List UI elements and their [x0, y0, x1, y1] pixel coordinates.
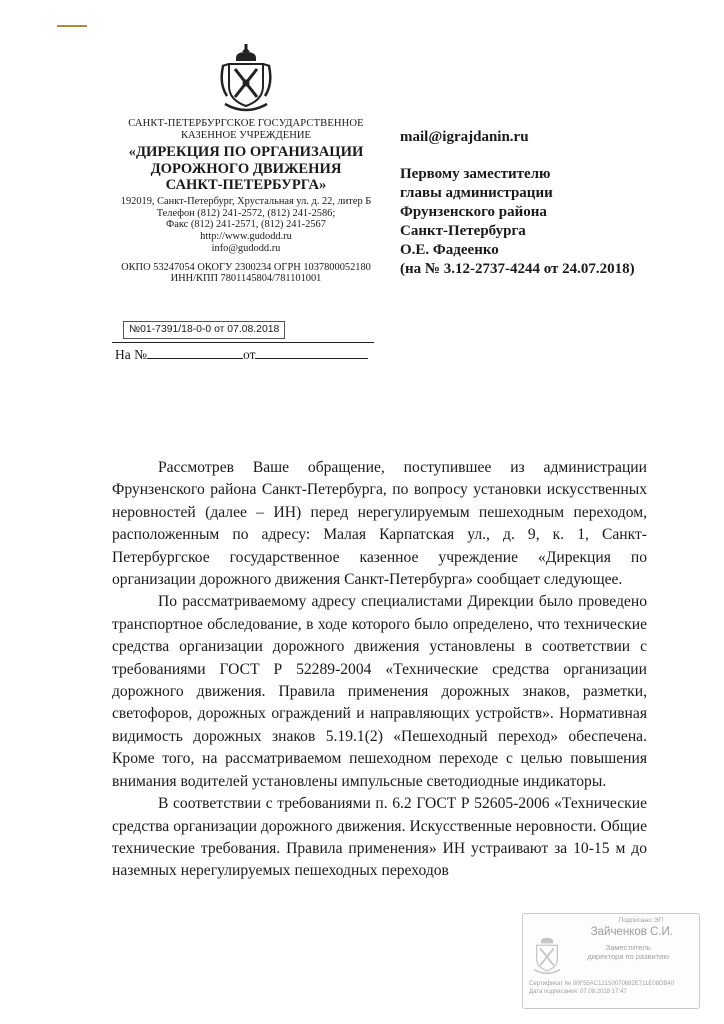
- stamp-signer-role: [587, 943, 669, 961]
- stamp-role-line: директора по развитию: [587, 952, 669, 961]
- stamp-role-line: Заместитель: [605, 943, 651, 952]
- org-type-line1: САНКТ-ПЕТЕРБУРГСКОЕ ГОСУДАРСТВЕННОЕ: [128, 118, 364, 129]
- recipient-line: (на № 3.12-2737-4244 от 24.07.2018): [400, 261, 635, 277]
- org-name-line: «ДИРЕКЦИЯ ПО ОРГАНИЗАЦИИ: [128, 144, 364, 160]
- letter-body: [112, 457, 647, 883]
- recipient-line: Первому заместителю: [400, 166, 551, 182]
- recipient-block: [400, 128, 700, 279]
- recipient-line: Санкт-Петербурга: [400, 223, 526, 239]
- registration-underline: [112, 342, 374, 343]
- recipient-email: mail@igrajdanin.ru: [400, 129, 529, 145]
- stamp-certificate-number: Сертификат № 00F55AC12150070682E711E08DB40: [529, 981, 675, 987]
- recipient-line: главы администрации: [400, 185, 553, 201]
- stamp-sign-date: Дата подписания: 07.08.2018 17:47: [529, 988, 627, 995]
- recipient-line: О.Е. Фадеенко: [400, 242, 499, 258]
- reference-line: [115, 346, 368, 363]
- outgoing-registration-number: №01-7391/18-0-0 от 07.08.2018: [123, 321, 285, 339]
- org-phone: Телефон (812) 241-2572, (812) 241-2586;: [156, 207, 336, 219]
- org-type-line2: КАЗЕННОЕ УЧРЕЖДЕНИЕ: [180, 130, 311, 141]
- org-website: http://www.gudodd.ru: [200, 231, 292, 243]
- from-blank: [255, 346, 368, 359]
- from-label: от: [243, 347, 256, 362]
- org-registry-codes: ОКПО 53247054 ОКОГУ 2300234 ОГРН 1037800052180: [121, 261, 371, 273]
- org-name-line: ДОРОЖНОГО ДВИЖЕНИЯ: [150, 160, 342, 177]
- org-email: info@gudodd.ru: [211, 242, 281, 254]
- stamp-signed-label: Подписано ЭП: [618, 917, 663, 924]
- body-paragraph: По рассматриваемому адресу специалистами Дирекции было проведено транспортное обследование, в ходе которого было определено, что технические средства организации дорожного движения установлены в соответствии с требованиями ГОСТ Р 52289-2004 «Технические средства организации дорожного движения. Правила применения дорожных знаков, разметки, светофоров, дорожных ограждений и направляющих устройств». Нормативная видимость дорожных знаков 5.19.1(2) «Пешеходный переход» обеспечена. Кроме того, на рассматриваемом пешеходном переходе с целью повышения внимания водителей установлены импульсные светодиодные индикаторы.: [112, 593, 647, 790]
- org-address: 192019, Санкт-Петербург, Хрустальная ул. д. 22, литер Б: [120, 196, 372, 207]
- stamp-coat-of-arms-icon: [529, 933, 565, 977]
- on-no-blank: [147, 346, 243, 359]
- body-paragraph: В соответствии с требованиями п. 6.2 ГОСТ Р 52605-2006 «Технические средства организации дорожного движения. Искусственные неровности. Общие технические требования. Правила применения» ИН устраивают за 10-15 м до наземных нерегулируемых пешеходных переходов: [112, 795, 647, 880]
- org-fax: Факс (812) 241-2571, (812) 241-2567: [166, 219, 326, 231]
- recipient-line: Фрунзенского района: [400, 204, 547, 220]
- corner-mark: [57, 25, 87, 27]
- org-name-line: САНКТ-ПЕТЕРБУРГА»: [165, 177, 327, 193]
- coat-of-arms-icon: [219, 44, 273, 116]
- on-no-label: На №: [115, 347, 147, 362]
- electronic-signature-stamp: [522, 913, 700, 1009]
- organization-header: [112, 118, 380, 194]
- org-inn-kpp: ИНН/КПП 7801145804/781101001: [170, 273, 322, 285]
- stamp-signer-name: Зайченков С.И.: [590, 926, 673, 938]
- stamp-certificate: [529, 981, 697, 996]
- org-contacts: [112, 196, 380, 285]
- org-name: [112, 144, 380, 194]
- body-paragraph: Рассмотрев Ваше обращение, поступившее из администрации Фрунзенского района Санкт-Петербурга, по вопросу установки искусственных неровностей (далее – ИН) перед нерегулируемым пешеходным переходом, расположенным по адресу: Малая Карпатская ул., д. 9, к. 1, Санкт-Петербургское государственное казенное учреждение «Дирекция по организации дорожного движения Санкт-Петербурга» сообщает следующее.: [112, 459, 647, 589]
